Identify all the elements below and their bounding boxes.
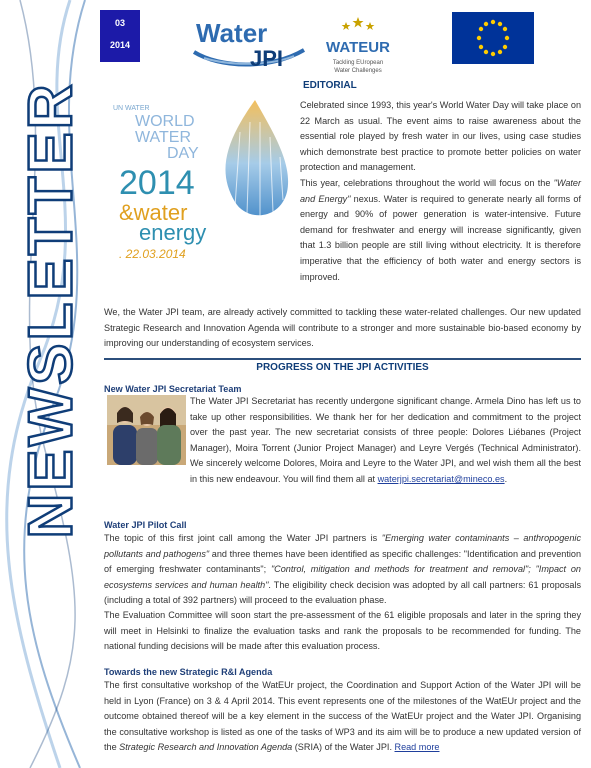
world-water-day-logo <box>105 92 295 262</box>
pilot-call-heading: Water JPI Pilot Call <box>104 520 187 530</box>
svg-text:WORLD: WORLD <box>135 113 195 130</box>
issue-number: 03 <box>114 18 125 28</box>
eu-flag-icon <box>452 12 534 64</box>
section-divider <box>104 358 581 360</box>
svg-text:WATER: WATER <box>135 129 191 146</box>
progress-section-title: PROGRESS ON THE JPI ACTIVITIES <box>256 362 429 373</box>
sria-paragraph: The first consultative workshop of the WatEUr project, the Coordination and Support Action of the Water JPI will be held in Lyon (France) on 3 & 4 April 2014. This event represents one of the milestones of the WatEUr project and the outcome obtained thereof will be a key element in the success of the WatEUr project and the Water JPI. Organising the consultative workshop is listed as one of the tasks of WP3 and its aim will be to produce a new updated version of the Strategic Research and Innovation Agenda (SRIA) of the Water JPI. Read more <box>104 680 581 753</box>
svg-text:. 22.03.2014: . 22.03.2014 <box>119 247 186 261</box>
svg-text:WATEUR: WATEUR <box>326 39 390 56</box>
issue-date-box <box>100 10 140 62</box>
secretariat-text: The Water JPI Secretariat has recently undergone significant change. Armela Dino has left us to take up other responsibilities. We thank her for her dedication and commitment to the project over the past year. The new secretariat consists of three people: Dolores Liébanes (Project Manager), Moira Torrent (Junior Project Manager) and Leyre Vergés (Technical Administrator). We sincerely welcome Dolores, Moira and Leyre to the Water JPI, and wel wish them all the best in this new endeavour. You will find them all at waterjpi.secretariat@mineco.es. <box>190 396 581 484</box>
svg-text:UN WATER: UN WATER <box>113 105 150 112</box>
svg-text:energy: energy <box>139 220 207 245</box>
newsletter-vertical-title: NEWSLETTER <box>16 81 86 539</box>
svg-text:Tackling EUropean: Tackling EUropean <box>332 60 384 66</box>
editorial-heading: EDITORIAL <box>303 80 357 91</box>
svg-text:JPI: JPI <box>250 46 284 70</box>
read-more-link[interactable]: Read more <box>394 742 440 753</box>
editorial-paragraph-3: We, the Water JPI team, are already actively committed to tackling these water-related challenges. Our new updated Strategic Research and Innovation Agenda will contribute to a stronger and more sustainable bio-based economy by improving our understanding of ecosystem services. <box>104 307 581 349</box>
issue-year: 2014 <box>109 40 131 50</box>
secretariat-team-photo <box>107 395 186 465</box>
wateur-logo <box>318 14 398 78</box>
svg-text:Water Challenges: Water Challenges <box>334 68 382 74</box>
sria-heading: Towards the new Strategic R&I Agenda <box>104 667 273 677</box>
svg-text:Water: Water <box>196 18 268 48</box>
water-jpi-logo <box>190 12 308 70</box>
editorial-paragraph-2: This year, celebrations throughout the world will focus on the "Water and Energy" nexus. Water is required to generate nearly all forms of energy and 90% of power generation is water-intensive. Future demand for freshwater and energy will increase significantly, given that 1.3 billion people are still living without electricity. It is therefore imperative that the efficiency of both water and energy sectors is improved. <box>300 178 582 282</box>
editorial-paragraph-1: Celebrated since 1993, this year's World Water Day will take place on 22 March as usual. The event aims to raise awareness about the essential role played by fresh water in our lives, using case studies which demonstrate best practice to promote better policies on water protection and management. <box>300 100 581 173</box>
svg-text:2014: 2014 <box>119 164 195 202</box>
svg-text:DAY: DAY <box>167 145 199 162</box>
masthead-band <box>0 0 100 768</box>
secretariat-heading: New Water JPI Secretariat Team <box>104 384 242 394</box>
pilot-call-paragraph-1: The topic of this first joint call among the Water JPI partners is "Emerging water contaminants – anthropogenic pollutants and pathogens" and three themes have been identified as specific challenges: "Identification and prevention of emerging freshwater contaminants"; "Control, mitigation and methods for treatment and removal"; "Impact on ecosystems services and human health". The eligibility check decision was adopted by all call partners: 61 proposals (including a total of 392 partners) will proceed to the evaluation phase. <box>104 533 581 606</box>
secretariat-email-link[interactable]: waterjpi.secretariat@mineco.es <box>377 473 505 484</box>
svg-text:&water: &water <box>119 200 188 225</box>
pilot-call-paragraph-2: The Evaluation Committee will soon start the pre-assessment of the 61 eligible proposals and later in the spring they will meet in Helsinki to finalize the evaluation tasks and rank the proposals to be recommended for funding. The national funding decisions will be made after this evaluation process. <box>104 610 581 652</box>
